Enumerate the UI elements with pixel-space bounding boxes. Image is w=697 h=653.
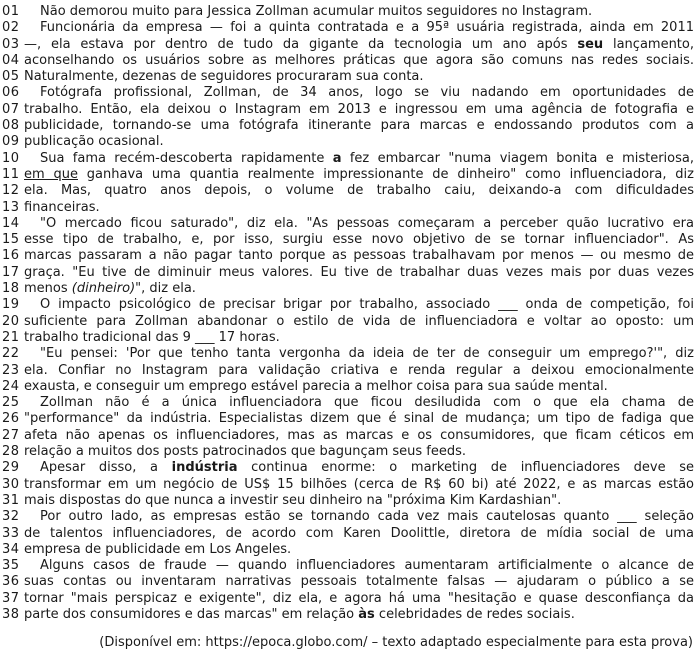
line-text bbox=[24, 493, 694, 509]
line-text bbox=[24, 281, 694, 297]
text-segment: trabalho tradicional das 9 ___ 17 horas. bbox=[24, 329, 280, 345]
line-number: 04 bbox=[2, 52, 20, 68]
line-number: 28 bbox=[2, 444, 20, 460]
line-number: 37 bbox=[2, 590, 20, 606]
text-segment: (dinheiro) bbox=[71, 281, 136, 297]
line-number: 22 bbox=[2, 346, 20, 362]
text-segment: afeta não apenas os influenciadores, mas as marcas e os consumidores, que ficam céticos em bbox=[24, 427, 694, 443]
line-text bbox=[24, 363, 694, 379]
line-text bbox=[24, 200, 694, 216]
text-segment: trabalho. Então, ela deixou o Instagram em 2013 e ingressou em uma agência de fotografia e bbox=[24, 101, 694, 117]
text-line bbox=[2, 183, 694, 199]
text-line bbox=[2, 346, 694, 362]
line-text bbox=[24, 297, 694, 313]
text-segment: Por outro lado, as empresas estão se tornando cada vez mais cautelosas quanto ___ seleção bbox=[40, 509, 694, 525]
text-segment: suficiente para Zollman abandonar o estilo de vida de influenciadora e voltar ao oposto: um bbox=[24, 313, 694, 329]
line-text bbox=[24, 428, 694, 444]
text-line bbox=[2, 167, 694, 183]
source-attribution: (Disponível em: https://epoca.globo.com/ – texto adaptado especialmente para esta prova) bbox=[99, 635, 693, 651]
text-segment: ela. Confiar no Instagram para validação criativa e renda regular a deixou emocionalmente bbox=[24, 362, 694, 378]
line-number: 10 bbox=[2, 150, 20, 166]
line-number: 07 bbox=[2, 101, 20, 117]
text-line bbox=[2, 330, 694, 346]
line-number: 26 bbox=[2, 411, 20, 427]
line-number: 19 bbox=[2, 297, 20, 313]
line-text bbox=[24, 460, 694, 476]
text-line bbox=[2, 200, 694, 216]
line-text bbox=[24, 4, 694, 20]
text-line bbox=[2, 574, 694, 590]
line-text bbox=[24, 248, 694, 264]
text-line bbox=[2, 477, 694, 493]
text-segment: tornar "mais perspicaz e exigente", diz ela, e agora há uma "hesitação e quase desconfiança da bbox=[24, 590, 694, 606]
line-text bbox=[24, 444, 694, 460]
text-segment: aconselhando os usuários sobre as melhores práticas que agora são comuns nas redes sociais. bbox=[24, 52, 694, 68]
line-text bbox=[24, 509, 694, 525]
line-number: 16 bbox=[2, 248, 20, 264]
text-segment: "O mercado ficou saturado", diz ela. "As pessoas começaram a perceber quão lucrativo era bbox=[40, 215, 694, 231]
text-line bbox=[2, 558, 694, 574]
line-text bbox=[24, 558, 694, 574]
text-line bbox=[2, 444, 694, 460]
line-number: 31 bbox=[2, 492, 20, 508]
text-segment: continua enorme: o marketing de influenciadores deve se bbox=[237, 460, 694, 476]
text-segment: celebridades de redes sociais. bbox=[374, 606, 575, 622]
line-text bbox=[24, 265, 694, 281]
line-number: 06 bbox=[2, 85, 20, 101]
line-text bbox=[24, 37, 694, 53]
text-segment: Zollman não é a única influenciadora que ficou desiludida com o que ela chama de bbox=[40, 395, 694, 411]
line-number: 32 bbox=[2, 509, 20, 525]
text-line bbox=[2, 607, 694, 623]
text-line bbox=[2, 69, 694, 85]
line-text bbox=[24, 151, 694, 167]
line-number: 15 bbox=[2, 232, 20, 248]
text-segment: mais dispostas do que nunca a investir seu dinheiro na "próxima Kim Kardashian". bbox=[24, 492, 562, 508]
text-segment: indústria bbox=[171, 460, 238, 476]
line-number: 23 bbox=[2, 362, 20, 378]
text-segment: parte dos consumidores e das marcas" em relação bbox=[24, 606, 359, 622]
text-segment: relação a muitos dos posts patrocinados que bagunçam seus feeds. bbox=[24, 444, 467, 460]
text-line bbox=[2, 4, 694, 20]
text-line bbox=[2, 591, 694, 607]
text-segment: Alguns casos de fraude — quando influenciadores aumentaram artificialmente o alcance de bbox=[40, 558, 694, 574]
line-text bbox=[24, 216, 694, 232]
text-line bbox=[2, 428, 694, 444]
text-line bbox=[2, 134, 694, 150]
text-line bbox=[2, 102, 694, 118]
text-segment: Funcionária da empresa — foi a quinta contratada e a 95ª usuária registrada, ainda em 2011 bbox=[40, 20, 694, 36]
line-number: 35 bbox=[2, 558, 20, 574]
line-text bbox=[24, 477, 694, 493]
text-segment: graça. "Eu tive de diminuir meus valores. Eu tive de trabalhar duas vezes mais por duas vezes bbox=[24, 264, 694, 280]
text-segment: ", diz ela. bbox=[135, 281, 196, 297]
line-text bbox=[24, 183, 694, 199]
line-number: 29 bbox=[2, 460, 20, 476]
text-line bbox=[2, 118, 694, 134]
text-line bbox=[2, 53, 694, 69]
text-line bbox=[2, 379, 694, 395]
line-number: 34 bbox=[2, 541, 20, 557]
line-number: 20 bbox=[2, 313, 20, 329]
line-text bbox=[24, 346, 694, 362]
text-segment: suas contas ou inventaram narrativas pessoais totalmente falsas — ajudaram o público a se bbox=[24, 574, 694, 590]
text-segment: "performance" da indústria. Especialistas dizem que é sinal de mudança; um tipo de fadiga que bbox=[24, 411, 694, 427]
line-text bbox=[24, 542, 694, 558]
line-text bbox=[24, 395, 694, 411]
line-text bbox=[24, 232, 694, 248]
line-number: 02 bbox=[2, 20, 20, 36]
text-segment: menos bbox=[24, 281, 72, 297]
line-number: 18 bbox=[2, 281, 20, 297]
line-number: 09 bbox=[2, 134, 20, 150]
text-segment: ela. Mas, quatro anos depois, o volume de trabalho caiu, deixando-a com dificuldades bbox=[24, 183, 694, 199]
line-number: 14 bbox=[2, 215, 20, 231]
text-segment: Não demorou muito para Jessica Zollman acumular muitos seguidores no Instagram. bbox=[40, 4, 593, 19]
line-text bbox=[24, 53, 694, 69]
line-text bbox=[24, 314, 694, 330]
line-text bbox=[24, 526, 694, 542]
text-line bbox=[2, 85, 694, 101]
line-number: 25 bbox=[2, 395, 20, 411]
passage-lines bbox=[2, 4, 694, 623]
line-text bbox=[24, 134, 694, 150]
line-number: 08 bbox=[2, 118, 20, 134]
line-number: 36 bbox=[2, 574, 20, 590]
text-line bbox=[2, 216, 694, 232]
text-segment: publicação ocasional. bbox=[24, 134, 164, 150]
line-number: 21 bbox=[2, 329, 20, 345]
text-segment: a bbox=[332, 150, 342, 166]
text-segment: O impacto psicológico de precisar brigar por trabalho, associado ___ onda de competição, foi bbox=[40, 297, 694, 313]
text-line bbox=[2, 281, 694, 297]
line-text bbox=[24, 330, 694, 346]
text-line bbox=[2, 232, 694, 248]
line-text bbox=[24, 69, 694, 85]
text-line bbox=[2, 297, 694, 313]
text-segment: às bbox=[358, 606, 375, 622]
line-number: 24 bbox=[2, 378, 20, 394]
text-line bbox=[2, 363, 694, 379]
line-number: 12 bbox=[2, 183, 20, 199]
text-line bbox=[2, 509, 694, 525]
text-segment: empresa de publicidade em Los Angeles. bbox=[24, 541, 292, 557]
text-segment: ganhava uma quantia realmente impressionante de dinheiro" como influenciadora, diz bbox=[77, 166, 694, 182]
line-text bbox=[24, 591, 694, 607]
text-segment: Naturalmente, dezenas de seguidores procuraram sua conta. bbox=[24, 69, 424, 85]
text-segment: marcas passaram a não pagar tanto porque as pessoas trabalhavam por menos — ou mesmo de bbox=[24, 248, 694, 264]
line-number: 27 bbox=[2, 427, 20, 443]
line-number: 03 bbox=[2, 36, 20, 52]
line-text bbox=[24, 102, 694, 118]
line-text bbox=[24, 607, 694, 623]
text-segment: exausta, e conseguir um emprego estável parecia a melhor coisa para sua saúde mental. bbox=[24, 378, 608, 394]
line-number: 13 bbox=[2, 199, 20, 215]
line-number: 30 bbox=[2, 476, 20, 492]
line-text bbox=[24, 85, 694, 101]
text-line bbox=[2, 37, 694, 53]
text-segment: publicidade, tornando-se uma fotógrafa itinerante para marcas e endossando produtos com a bbox=[24, 118, 694, 134]
text-segment: Fotógrafa profissional, Zollman, de 34 anos, logo se viu nadando em oportunidades de bbox=[40, 85, 694, 101]
text-line bbox=[2, 20, 694, 36]
line-text bbox=[24, 379, 694, 395]
text-line bbox=[2, 151, 694, 167]
text-line bbox=[2, 411, 694, 427]
text-line bbox=[2, 314, 694, 330]
line-text bbox=[24, 167, 694, 183]
text-segment: Apesar disso, a bbox=[40, 460, 172, 476]
text-segment: "Eu pensei: 'Por que tenho tanta vergonha da ideia de ter de conseguir um emprego?'", diz bbox=[40, 346, 694, 362]
text-segment: de talentos influenciadores, de acordo com Karen Doolittle, diretora de mídia social de uma bbox=[24, 525, 694, 541]
text-segment: transformar em um negócio de US$ 15 bilhões (cerca de R$ 60 bi) até 2022, e as marcas estão bbox=[24, 476, 694, 492]
text-line bbox=[2, 460, 694, 476]
line-number: 11 bbox=[2, 166, 20, 182]
line-text bbox=[24, 411, 694, 427]
text-segment: Sua fama recém-descoberta rapidamente bbox=[40, 150, 333, 166]
text-line bbox=[2, 526, 694, 542]
text-segment: fez embarcar "numa viagem bonita e misteriosa, bbox=[341, 150, 694, 166]
line-number: 17 bbox=[2, 264, 20, 280]
text-line bbox=[2, 248, 694, 264]
line-number: 33 bbox=[2, 525, 20, 541]
text-line bbox=[2, 265, 694, 281]
text-line bbox=[2, 493, 694, 509]
line-text bbox=[24, 574, 694, 590]
text-segment: em que bbox=[24, 166, 78, 182]
text-line bbox=[2, 395, 694, 411]
text-segment: lançamento, bbox=[603, 36, 694, 52]
line-number: 38 bbox=[2, 606, 20, 622]
line-text bbox=[24, 20, 694, 36]
text-line bbox=[2, 542, 694, 558]
line-text bbox=[24, 118, 694, 134]
line-number: 05 bbox=[2, 69, 20, 85]
line-number: 01 bbox=[2, 4, 20, 19]
text-segment: —, ela estava por dentro de tudo da gigante da tecnologia um ano após bbox=[24, 36, 578, 52]
text-segment: seu bbox=[577, 36, 604, 52]
text-segment: financeiras. bbox=[24, 199, 100, 215]
text-segment: esse tipo de trabalho, e, por isso, surgiu esse novo objetivo de se tornar influenciador". As bbox=[24, 232, 694, 248]
